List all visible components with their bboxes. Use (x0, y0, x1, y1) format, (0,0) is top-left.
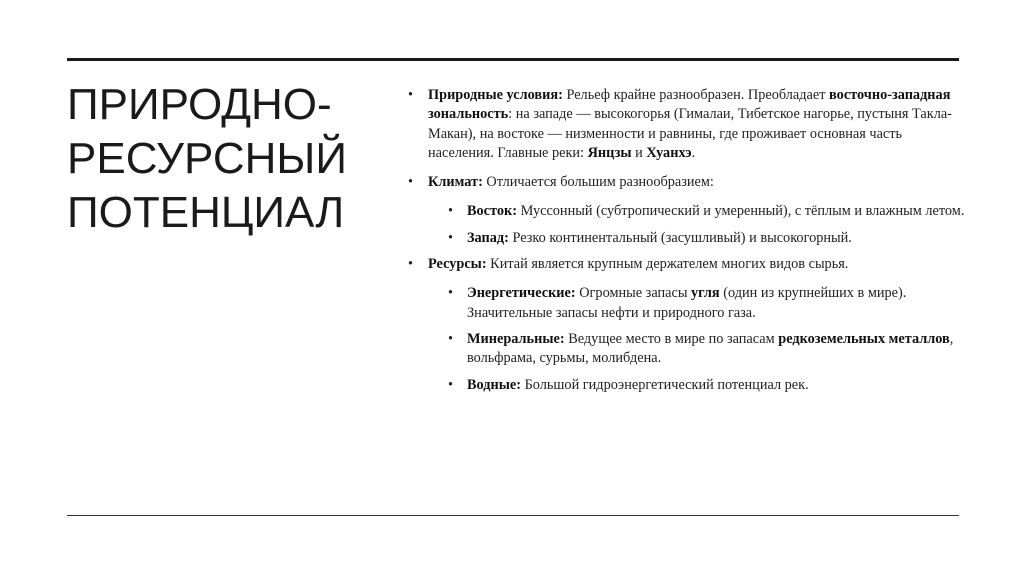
sub-list-item (400, 376, 965, 395)
top-divider (67, 58, 959, 61)
bold-text: угля (691, 285, 720, 302)
bullet-icon: • (448, 203, 454, 220)
bold-text: Восток: (467, 203, 518, 220)
text: Ведущее место в мире по запасам (564, 330, 779, 347)
sub-list-item (400, 229, 965, 248)
text: Большой гидроэнергетический потенциал рек. (521, 376, 809, 393)
list-item (400, 255, 965, 274)
text: Муссонный (субтропический и умеренный), с тёплым и влажным летом. (517, 203, 965, 220)
bullet-icon: • (408, 256, 414, 273)
bottom-divider (67, 515, 959, 516)
title-line: РЕСУРСНЫЙ (67, 134, 347, 183)
bold-text: редкоземельных металлов (778, 330, 950, 347)
text: . (691, 144, 696, 161)
title-line: ПРИРОДНО- (67, 80, 332, 129)
text: Резко континентальный (засушливый) и высокогорный. (508, 229, 852, 246)
bold-text: Запад: (467, 229, 509, 246)
bold-text: Водные: (467, 376, 522, 393)
sub-list-item (400, 330, 965, 369)
bullet-icon: • (448, 285, 454, 302)
bold-text: Янцзы (587, 144, 632, 161)
bullet-icon: • (408, 174, 414, 191)
text: Отличается большим разнообразием: (482, 174, 714, 191)
list-item (400, 86, 965, 163)
bold-text: Природные условия: (428, 87, 563, 103)
bold-text: Хуанхэ (646, 144, 692, 161)
bold-text: Энергетические: (467, 285, 576, 302)
sub-list-item (400, 202, 965, 221)
text: : на западе — высокогорья (Гималаи, Тибетское нагорье, пустыня Такла-Макан), на востоке — низменности и равнины, где проживает основная часть населения. Главные реки: (428, 106, 952, 161)
bold-text: восточно-западная зональность (428, 87, 951, 123)
sub-list-item (400, 284, 965, 323)
bullet-icon: • (448, 330, 454, 347)
bold-text: Ресурсы: (428, 256, 487, 273)
slide-title (67, 78, 387, 240)
bold-text: Климат: (428, 174, 483, 191)
bullet-list (400, 86, 965, 402)
title-line: ПОТЕНЦИАЛ (67, 188, 345, 237)
text: Китай является крупным держателем многих видов сырья. (486, 256, 849, 273)
bold-text: Минеральные: (467, 330, 565, 347)
bullet-icon: • (448, 376, 454, 393)
text: (один из крупнейших в мире). Значительные запасы нефти и природного газа. (467, 285, 907, 321)
list-item (400, 173, 965, 192)
text: Огромные запасы (575, 285, 691, 302)
text: Рельеф крайне разнообразен. Преобладает (562, 87, 830, 103)
text: и (631, 144, 647, 161)
text: , вольфрама, сурьмы, молибдена. (467, 330, 954, 367)
bullet-icon: • (448, 229, 454, 246)
bullet-icon: • (408, 87, 414, 103)
